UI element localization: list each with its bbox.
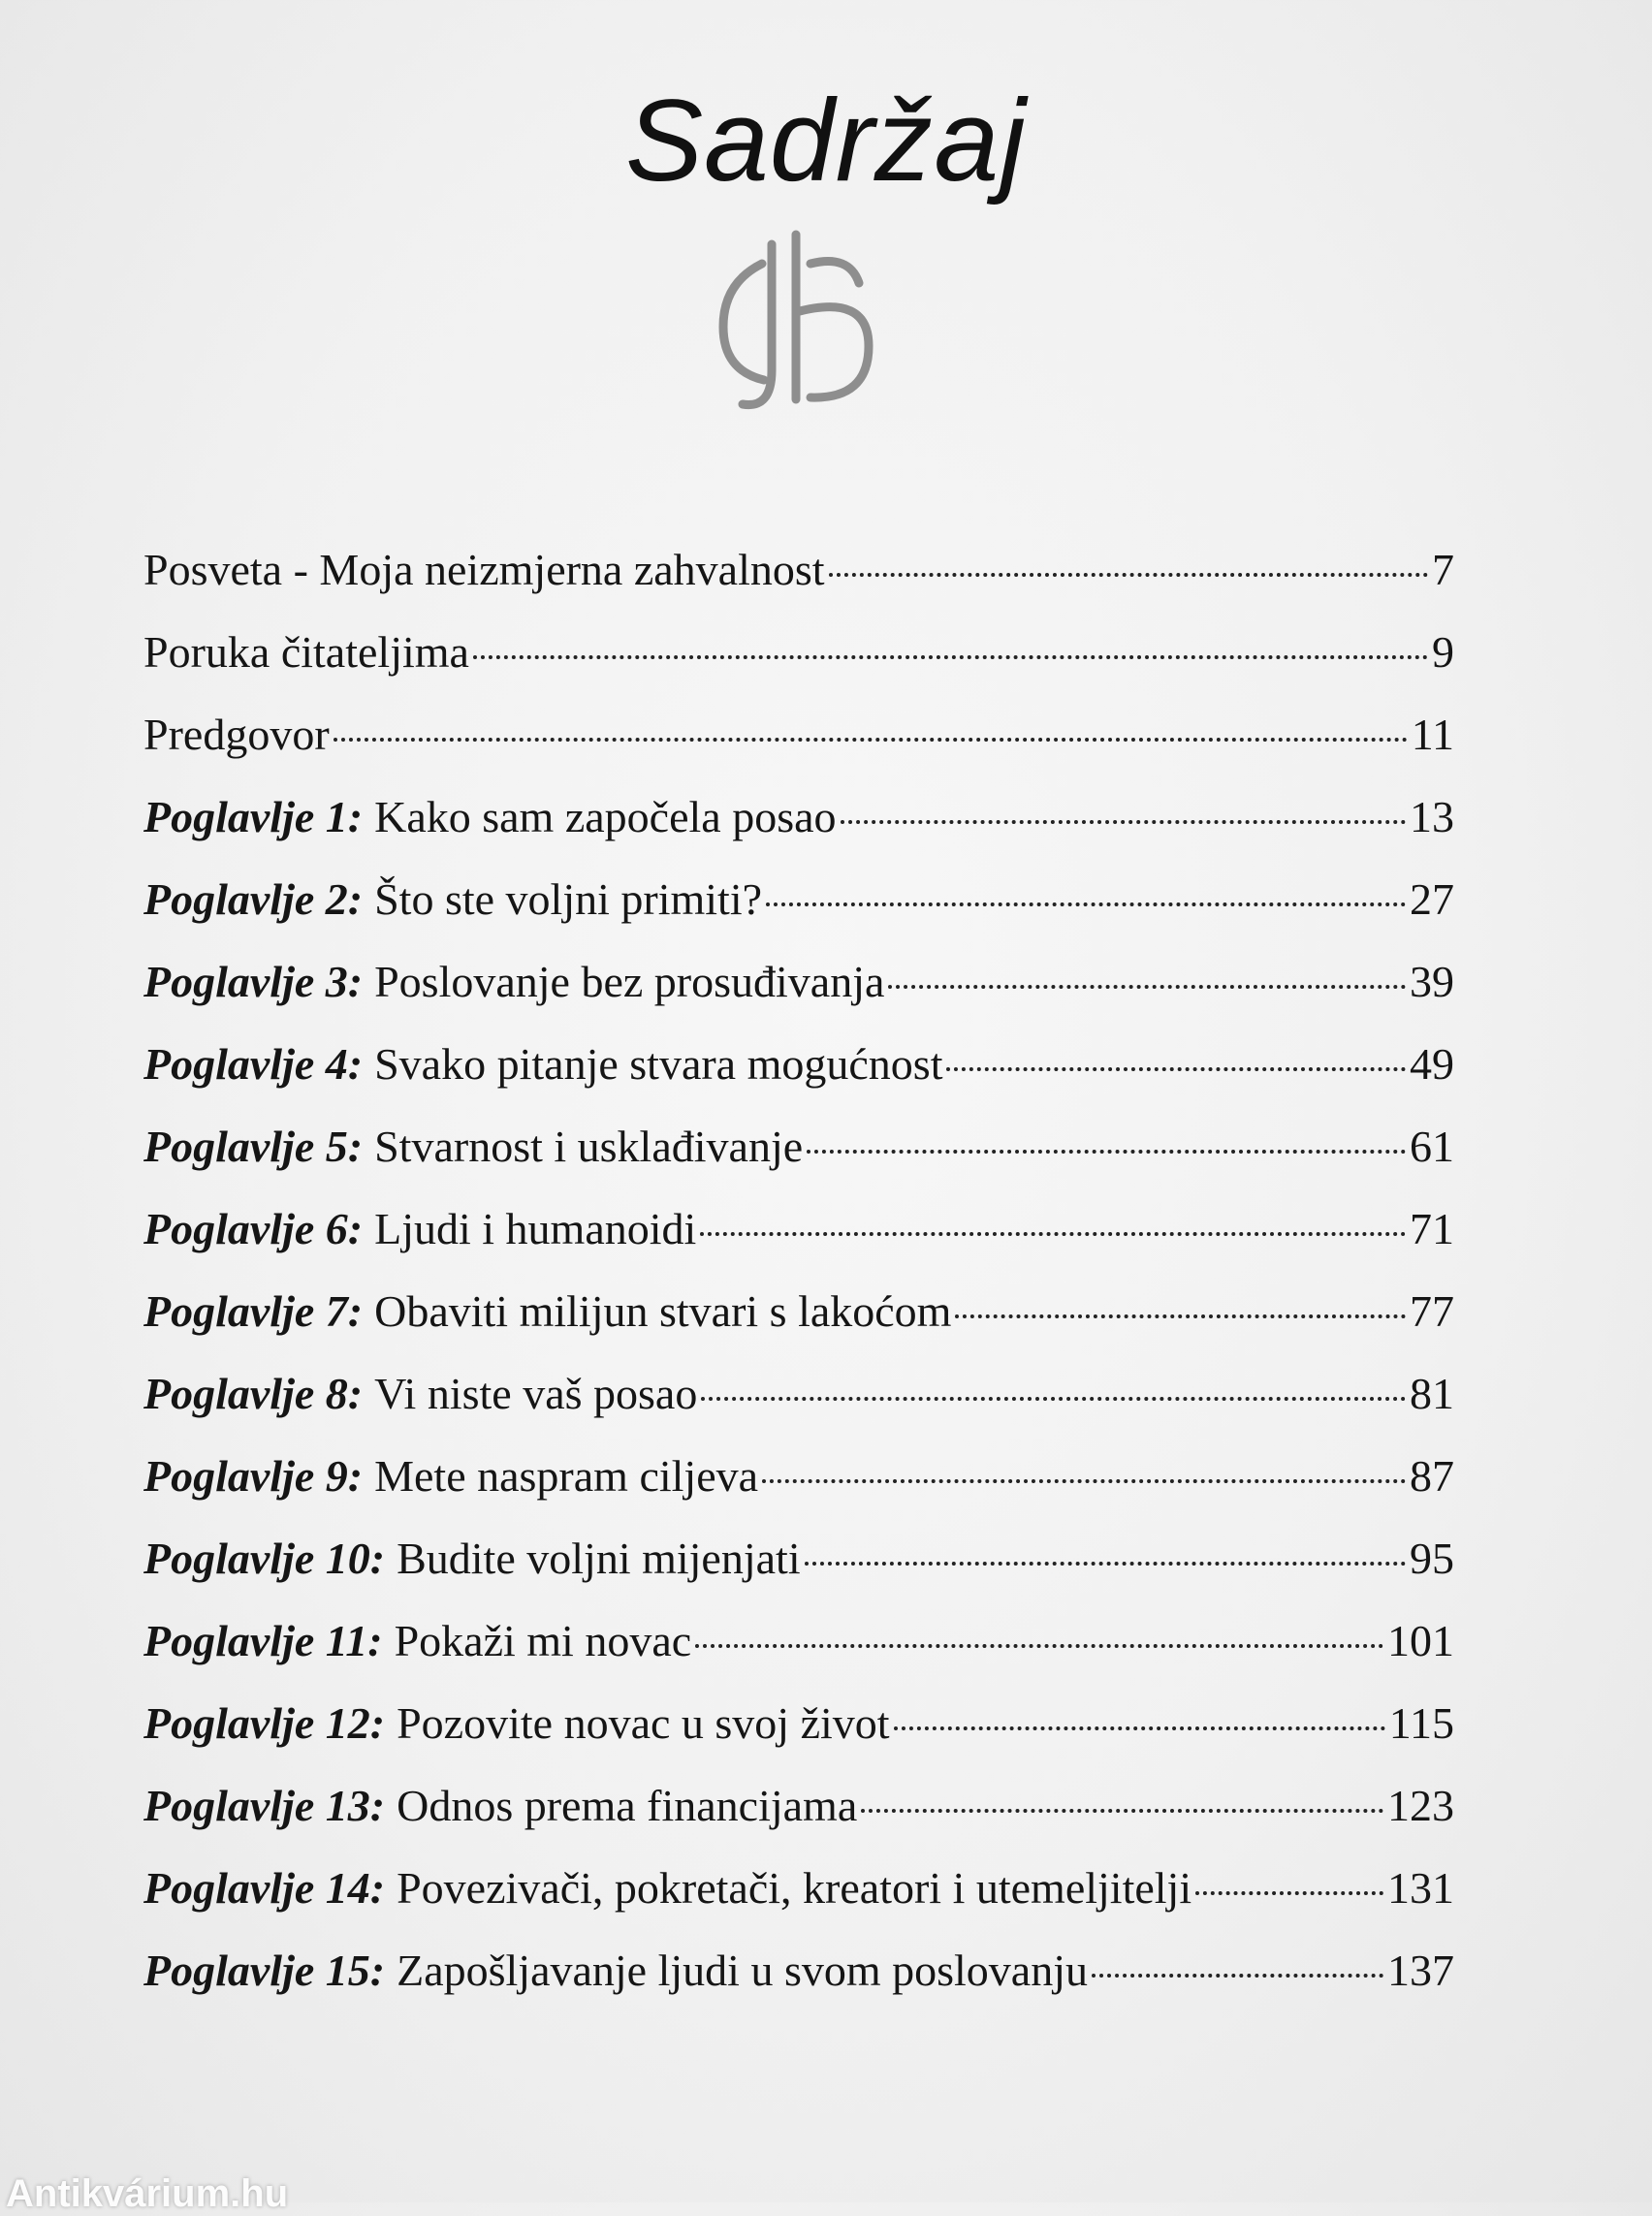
initials-monogram-icon (704, 225, 888, 419)
page-number: 61 (1410, 1122, 1454, 1171)
chapter-label: Poglavlje 11: (143, 1616, 383, 1665)
entry-title: Zapošljavanje ljudi u svom poslovanju (397, 1946, 1089, 1995)
toc-entry (143, 1037, 1454, 1120)
chapter-label: Poglavlje 14: (143, 1863, 386, 1913)
entry-title: Poslovanje bez prosuđivanja (374, 957, 885, 1006)
entry-title: Predgovor (143, 710, 330, 759)
toc-entry (143, 1944, 1454, 2026)
page-number: 13 (1410, 792, 1454, 841)
toc-entry (143, 1861, 1454, 1944)
dot-leader (861, 1809, 1383, 1813)
toc-entry (143, 1779, 1454, 1861)
page-number: 131 (1387, 1863, 1454, 1913)
entry-title: Budite voljni mijenjati (397, 1534, 801, 1583)
page-number: 81 (1410, 1369, 1454, 1418)
page-number: 137 (1387, 1946, 1454, 1995)
page-number: 39 (1410, 957, 1454, 1006)
toc-entry (143, 708, 1454, 790)
page-number: 123 (1387, 1781, 1454, 1830)
dot-leader (805, 1562, 1406, 1566)
toc-entry (143, 1449, 1454, 1532)
entry-title: Pozovite novac u svoj život (397, 1698, 890, 1748)
page-number: 49 (1410, 1039, 1454, 1089)
toc-entry (143, 1202, 1454, 1284)
page-number: 87 (1410, 1451, 1454, 1501)
toc-entry (143, 955, 1454, 1037)
page-number: 71 (1410, 1204, 1454, 1253)
entry-title: Poruka čitateljima (143, 627, 469, 677)
page-number: 11 (1411, 710, 1454, 759)
toc-entry (143, 1532, 1454, 1614)
entry-title: Obaviti milijun stvari s lakoćom (374, 1286, 952, 1336)
page-number: 7 (1432, 545, 1454, 594)
entry-title: Povezivači, pokretači, kreatori i utemeljitelji (397, 1863, 1192, 1913)
entry-title: Što ste voljni primiti? (374, 874, 763, 924)
dot-leader (841, 820, 1406, 824)
toc-entry (143, 1284, 1454, 1367)
dot-leader (1092, 1974, 1383, 1978)
page-number: 115 (1388, 1698, 1454, 1748)
table-of-contents (143, 543, 1454, 2026)
dot-leader (700, 1232, 1406, 1236)
chapter-label: Poglavlje 9: (143, 1451, 364, 1501)
chapter-label: Poglavlje 12: (143, 1698, 386, 1748)
chapter-label: Poglavlje 2: (143, 874, 364, 924)
dot-leader (829, 573, 1428, 577)
entry-title: Odnos prema financijama (397, 1781, 858, 1830)
page-number: 9 (1432, 627, 1454, 677)
dot-leader (762, 1479, 1406, 1483)
chapter-label: Poglavlje 8: (143, 1369, 364, 1418)
page-title: Sadržaj (625, 76, 1027, 206)
dot-leader (888, 985, 1406, 989)
page-number: 77 (1410, 1286, 1454, 1336)
toc-entry (143, 1367, 1454, 1449)
toc-entry (143, 543, 1454, 625)
toc-entry (143, 790, 1454, 872)
chapter-label: Poglavlje 1: (143, 792, 364, 841)
chapter-label: Poglavlje 4: (143, 1039, 364, 1089)
chapter-label: Poglavlje 6: (143, 1204, 364, 1253)
entry-title: Kako sam započela posao (374, 792, 837, 841)
dot-leader (701, 1397, 1406, 1401)
dot-leader (894, 1726, 1385, 1730)
chapter-label: Poglavlje 15: (143, 1946, 386, 1995)
page-number: 101 (1387, 1616, 1454, 1665)
chapter-label: Poglavlje 3: (143, 957, 364, 1006)
dot-leader (1195, 1891, 1383, 1895)
page-number: 27 (1410, 874, 1454, 924)
page-number: 95 (1410, 1534, 1454, 1583)
entry-title: Vi niste vaš posao (374, 1369, 698, 1418)
chapter-label: Poglavlje 10: (143, 1534, 386, 1583)
entry-title: Posveta - Moja neizmjerna zahvalnost (143, 545, 825, 594)
dot-leader (334, 738, 1408, 742)
entry-title: Stvarnost i usklađivanje (374, 1122, 804, 1171)
toc-entry (143, 1614, 1454, 1696)
chapter-label: Poglavlje 5: (143, 1122, 364, 1171)
toc-entry (143, 872, 1454, 955)
watermark: Antikvárium.hu (6, 2172, 289, 2215)
toc-entry (143, 1696, 1454, 1779)
chapter-label: Poglavlje 13: (143, 1781, 386, 1830)
dot-leader (695, 1644, 1383, 1648)
entry-title: Mete naspram ciljeva (374, 1451, 759, 1501)
entry-title: Ljudi i humanoidi (374, 1204, 697, 1253)
toc-entry (143, 1120, 1454, 1202)
dot-leader (807, 1150, 1406, 1154)
dot-leader (766, 902, 1406, 906)
entry-title: Svako pitanje stvara mogućnost (374, 1039, 943, 1089)
entry-title: Pokaži mi novac (394, 1616, 692, 1665)
dot-leader (473, 655, 1428, 659)
toc-entry (143, 625, 1454, 708)
dot-leader (946, 1067, 1406, 1071)
dot-leader (955, 1314, 1406, 1318)
chapter-label: Poglavlje 7: (143, 1286, 364, 1336)
